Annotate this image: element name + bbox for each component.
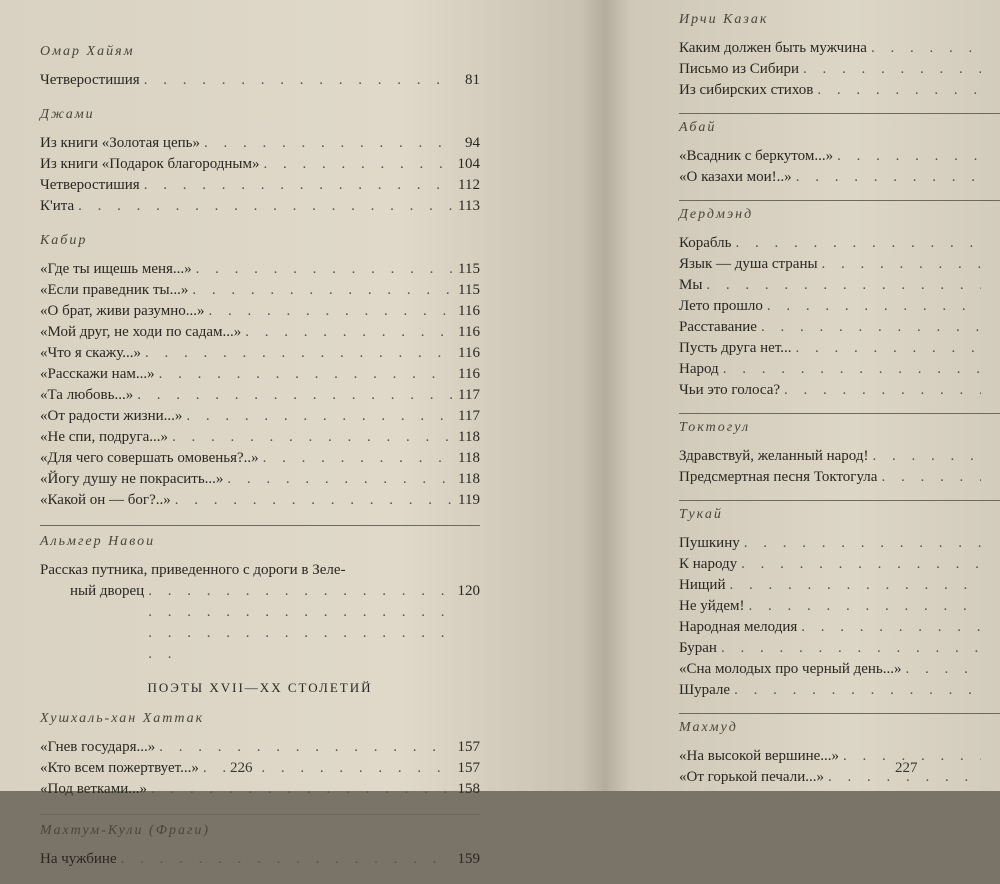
author-group — [679, 713, 1000, 788]
entry-title: «От горькой печали...» — [679, 769, 824, 785]
toc-entry — [679, 80, 1000, 101]
toc-entry — [679, 467, 1000, 488]
toc-entry — [679, 338, 1000, 359]
entry-title: «Та любовь...» — [40, 387, 134, 403]
toc-entry — [40, 469, 480, 490]
toc-entry — [679, 446, 1000, 467]
entry-title: «Всадник с беркутом...» — [679, 148, 834, 164]
entry-title: «Какой он — бог?..» — [40, 492, 171, 508]
dot-leader — [186, 406, 452, 427]
toc-entry — [679, 617, 1000, 638]
toc-entry — [679, 317, 1000, 338]
toc-entry — [679, 254, 1000, 275]
toc-entry — [40, 406, 480, 427]
dot-leader — [192, 280, 452, 301]
author-name: Альмгер Навои — [40, 534, 156, 549]
entry-title: Пусть друга нет... — [679, 340, 792, 356]
entry-page: 94 — [465, 135, 480, 151]
entry-title: «Гнев государя...» — [40, 739, 156, 755]
entry-title: «Под ветками...» — [40, 781, 147, 797]
entry-title: Расставание — [679, 319, 757, 335]
entry-page: 118 — [458, 429, 480, 445]
entry-title: Пушкину — [679, 535, 740, 551]
dot-leader — [151, 779, 452, 800]
toc-entry — [40, 779, 480, 800]
dot-leader — [227, 469, 452, 490]
toc-entry — [40, 448, 480, 469]
dot-leader — [159, 364, 452, 385]
dot-leader — [767, 296, 981, 317]
author-name: Омар Хайям — [40, 44, 135, 59]
entry-title: «Сна молодых про черный день...» — [679, 661, 902, 677]
toc-entry — [40, 427, 480, 448]
dot-leader — [172, 427, 452, 448]
entry-title-continued: ный дворец — [70, 583, 145, 599]
author-name: Махмуд — [679, 720, 738, 735]
dot-leader — [803, 59, 981, 80]
entry-continuation — [40, 581, 480, 665]
dot-leader — [736, 233, 982, 254]
dot-leader — [78, 196, 452, 217]
entry-page: 112 — [458, 177, 480, 193]
toc-entry — [679, 380, 1000, 401]
dot-leader — [871, 38, 981, 59]
dot-leader — [264, 154, 453, 175]
toc-entry — [40, 301, 480, 322]
dot-leader — [144, 70, 452, 91]
dot-leader — [209, 301, 452, 322]
entry-title: Здравствуй, желанный народ! — [679, 448, 869, 464]
toc-entry — [40, 175, 480, 196]
dot-leader — [723, 359, 981, 380]
dot-leader — [148, 581, 452, 665]
dot-leader — [196, 259, 452, 280]
author-name: Кабир — [40, 233, 88, 248]
entry-title: Корабль — [679, 235, 732, 251]
toc-entry — [40, 322, 480, 343]
author-group — [679, 10, 1000, 101]
entry-page: 116 — [458, 303, 480, 319]
toc-entry — [679, 659, 1000, 680]
author-group — [679, 413, 1000, 488]
author-group — [40, 525, 480, 665]
left-page-number: 226 — [230, 760, 253, 776]
dot-leader — [204, 133, 452, 154]
toc-entry — [679, 146, 1000, 167]
dot-leader — [729, 575, 981, 596]
entry-title: «Если праведник ты...» — [40, 282, 189, 298]
author-name: Джами — [40, 107, 95, 122]
entry-title: «Не спи, подруга...» — [40, 429, 169, 445]
toc-entry — [679, 167, 1000, 188]
toc-entry — [679, 638, 1000, 659]
author-name: Токтогул — [679, 420, 751, 435]
toc-entry — [40, 154, 480, 175]
dot-leader — [817, 80, 981, 101]
toc-entry — [40, 196, 480, 217]
entry-title: Письмо из Сибири — [679, 61, 800, 77]
entry-page: 117 — [458, 387, 480, 403]
entry-title: Четверостишия — [40, 72, 140, 88]
entry-title: Нищий — [679, 577, 726, 593]
right-contents-column — [679, 10, 1000, 800]
dot-leader — [801, 617, 981, 638]
entry-title: Язык — душа страны — [679, 256, 818, 272]
toc-entry — [679, 680, 1000, 701]
author-group — [679, 200, 1000, 401]
toc-entry — [40, 737, 480, 758]
section-heading: ПОЭТЫ XVII—XX СТОЛЕТИЙ — [147, 680, 373, 695]
entry-page: 158 — [457, 781, 480, 797]
entry-title: Шурале — [679, 682, 731, 698]
dot-leader — [741, 554, 981, 575]
entry-title: Предсмертная песня Токтогула — [679, 469, 878, 485]
dot-leader — [881, 467, 981, 488]
entry-title: К'ита — [40, 198, 75, 214]
entry-title: Мы — [679, 277, 703, 293]
entry-title: Народная мелодия — [679, 619, 798, 635]
author-group — [40, 42, 480, 91]
dot-leader — [761, 317, 981, 338]
entry-title: Народ — [679, 361, 719, 377]
entry-page: 116 — [458, 366, 480, 382]
toc-entry — [40, 560, 480, 665]
entry-title: «На высокой вершине...» — [679, 748, 840, 764]
dot-leader — [796, 338, 982, 359]
toc-entry — [40, 280, 480, 301]
author-group — [679, 113, 1000, 188]
author-name: Тукай — [679, 507, 723, 522]
toc-entry — [679, 59, 1000, 80]
dot-leader — [121, 849, 452, 870]
dot-leader — [137, 385, 452, 406]
toc-entry — [679, 554, 1000, 575]
dot-leader — [245, 322, 452, 343]
dot-leader — [822, 254, 981, 275]
entry-page: 115 — [458, 282, 480, 298]
toc-entry — [679, 233, 1000, 254]
author-group — [40, 814, 480, 870]
entry-title: Из сибирских стихов — [679, 82, 814, 98]
dot-leader — [144, 175, 452, 196]
author-name: Хушхаль-хан Хаттак — [40, 711, 205, 726]
author-group — [40, 105, 480, 217]
entry-page: 118 — [458, 471, 480, 487]
dot-leader — [159, 737, 452, 758]
entry-page: 119 — [458, 492, 480, 508]
entry-page: 118 — [458, 450, 480, 466]
dot-leader — [175, 490, 452, 511]
toc-entry — [40, 259, 480, 280]
left-contents-column — [40, 42, 480, 884]
entry-title: «Мой друг, не ходи по садам...» — [40, 324, 242, 340]
entry-page: 117 — [458, 408, 480, 424]
toc-entry — [40, 490, 480, 511]
entry-title: На чужбине — [40, 851, 117, 867]
author-group — [679, 500, 1000, 701]
entry-title: Рассказ путника, приведенного с дороги в Зеле- — [40, 562, 346, 578]
entry-title: Каким должен быть мужчина — [679, 40, 867, 56]
toc-entry — [40, 385, 480, 406]
entry-title: «От радости жизни...» — [40, 408, 183, 424]
entry-page: 157 — [457, 760, 480, 776]
right-page — [605, 0, 1000, 791]
author-name: Дердмэнд — [679, 207, 754, 222]
dot-leader — [873, 446, 982, 467]
toc-entry — [679, 359, 1000, 380]
entry-title: «Где ты ищешь меня...» — [40, 261, 192, 277]
dot-leader — [784, 380, 981, 401]
entry-page: 115 — [458, 261, 480, 277]
toc-entry — [679, 533, 1000, 554]
dot-leader — [837, 146, 981, 167]
entry-title: «О казахи мои!..» — [679, 169, 792, 185]
dot-leader — [744, 533, 981, 554]
toc-entry — [40, 849, 480, 870]
author-group — [40, 231, 480, 511]
toc-entry — [679, 746, 1000, 767]
entry-page: 159 — [457, 851, 480, 867]
entry-title: «Для чего совершать омовенья?..» — [40, 450, 259, 466]
entry-title: «Что я скажу...» — [40, 345, 141, 361]
toc-entry — [40, 758, 480, 779]
toc-entry — [40, 343, 480, 364]
dot-leader — [749, 596, 981, 617]
entry-title: Чьи это голоса? — [679, 382, 781, 398]
author-name: Махтум-Кули (Фраги) — [40, 823, 211, 838]
toc-entry — [679, 296, 1000, 317]
entry-page: 157 — [457, 739, 480, 755]
dot-leader — [145, 343, 452, 364]
toc-entry — [40, 133, 480, 154]
toc-entry — [40, 364, 480, 385]
toc-entry — [679, 596, 1000, 617]
author-group — [40, 709, 480, 800]
toc-entry — [679, 275, 1000, 296]
right-page-number: 227 — [895, 760, 918, 776]
entry-title: «Расскажи нам...» — [40, 366, 155, 382]
entry-page: 120 — [457, 583, 480, 599]
entry-page: 116 — [458, 345, 480, 361]
entry-title: Лето прошло — [679, 298, 763, 314]
entry-title: Из книги «Подарок благородным» — [40, 156, 260, 172]
dot-leader — [263, 448, 452, 469]
dot-leader — [906, 659, 981, 680]
entry-title: «Кто всем пожертвует...» — [40, 760, 199, 776]
entry-title: К народу — [679, 556, 738, 572]
entry-title: Буран — [679, 640, 717, 656]
dot-leader — [734, 680, 981, 701]
toc-entry — [679, 575, 1000, 596]
toc-entry — [40, 70, 480, 91]
entry-title: «О брат, живи разумно...» — [40, 303, 205, 319]
entry-title: «Йогу душу не покрасить...» — [40, 471, 224, 487]
entry-page: 81 — [465, 72, 480, 88]
entry-title: Не уйдем! — [679, 598, 745, 614]
entry-title: Четверостишия — [40, 177, 140, 193]
author-name: Абай — [679, 120, 717, 135]
toc-entry — [679, 38, 1000, 59]
entry-page: 104 — [457, 156, 480, 172]
dot-leader — [706, 275, 981, 296]
entry-page: 113 — [458, 198, 480, 214]
dot-leader — [796, 167, 981, 188]
entry-title: Из книги «Золотая цепь» — [40, 135, 200, 151]
toc-entry — [679, 767, 1000, 788]
entry-page: 116 — [458, 324, 480, 340]
dot-leader — [721, 638, 981, 659]
author-name: Ирчи Казак — [679, 12, 769, 27]
